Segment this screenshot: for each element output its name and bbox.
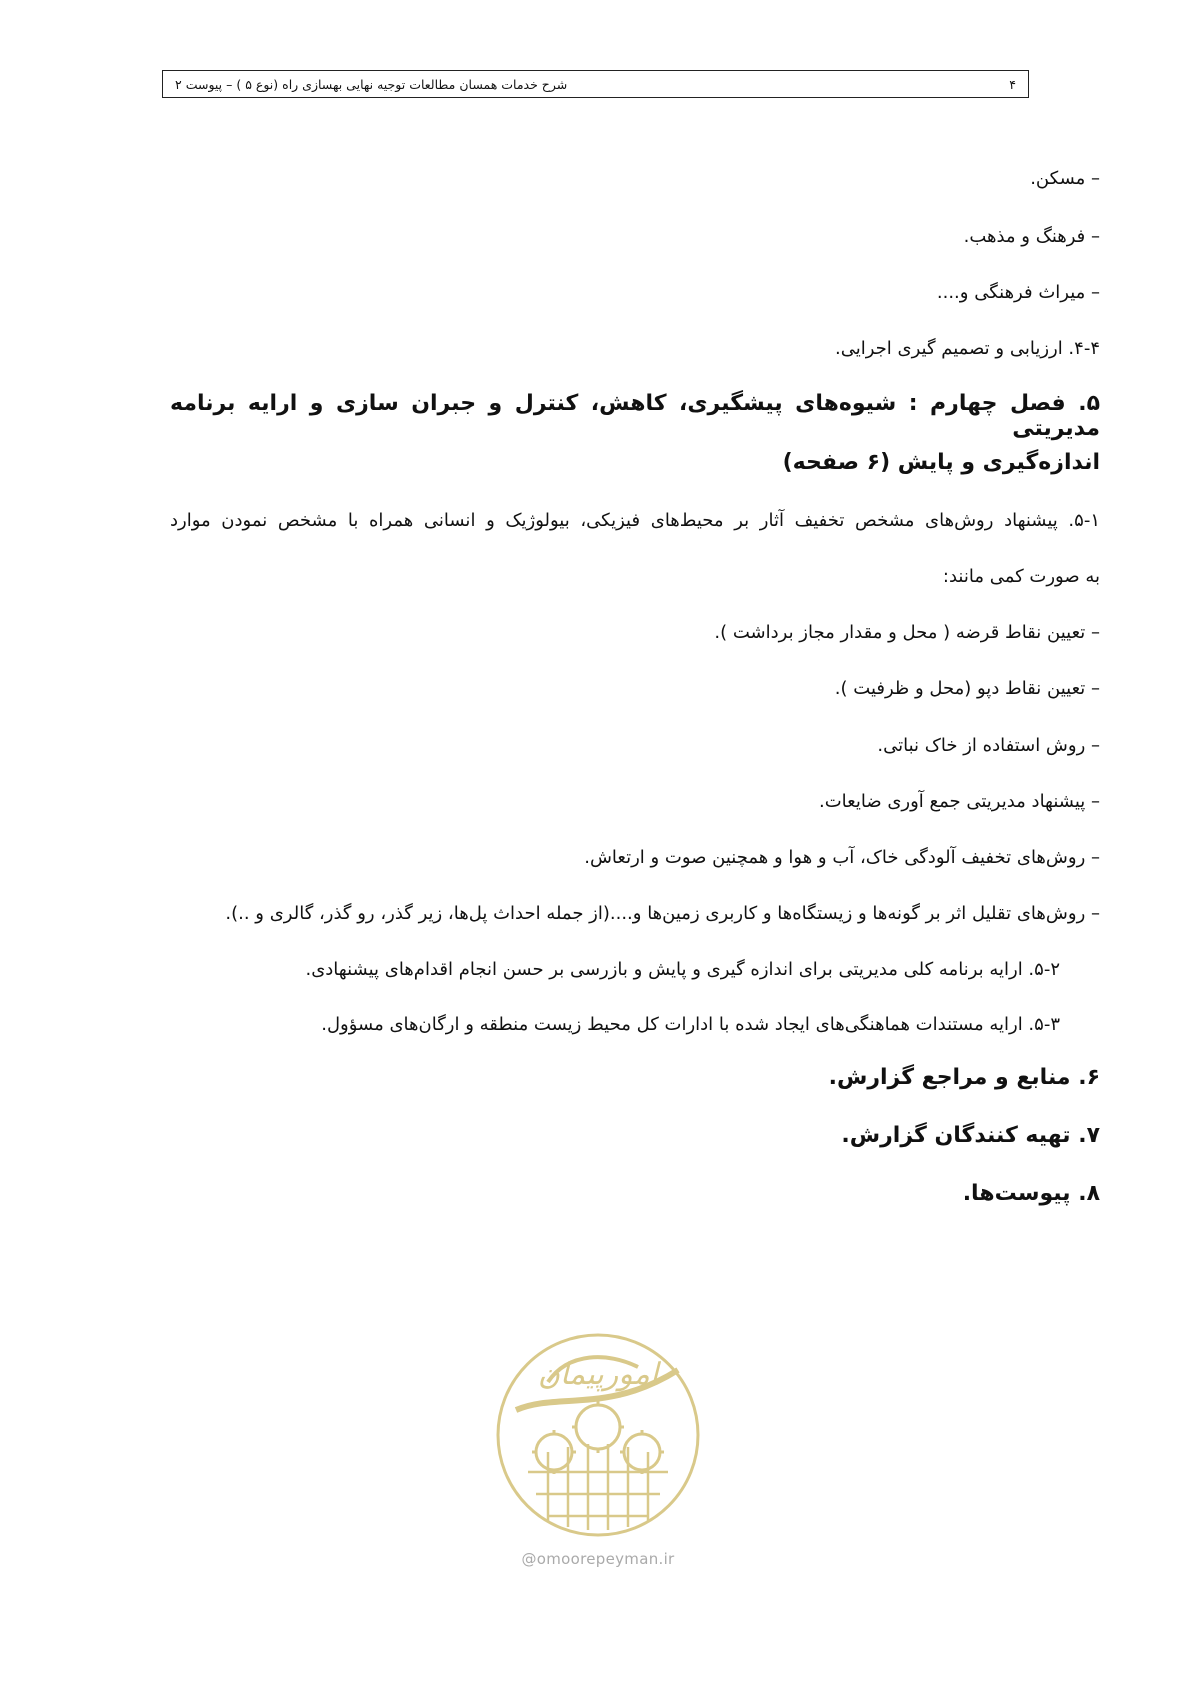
section-4-4: ۴-۴. ارزیابی و تصمیم گیری اجرایی. [834,338,1100,359]
watermark-caption: @omoorepeyman.ir [521,1550,675,1568]
bullet-aloodegi: – روش‌های تخفیف آلودگی خاک، آب و هوا و همچنین صوت و ارتعاش. [584,847,1100,868]
bullet-farhang: – فرهنگ و مذهب. [963,226,1100,247]
logo-graphic [488,1322,708,1548]
bullet-khak: – روش استفاده از خاک نباتی. [877,735,1100,756]
logo-calligraphy: امورپیمان [537,1357,659,1392]
chapter-5-heading-line2: اندازه‌گیری و پایش (۶ صفحه) [782,450,1100,475]
chapter-8-heading: ۸. پیوست‌ها. [962,1181,1100,1206]
bullet-taghlil: – روش‌های تقلیل اثر بر گونه‌ها و زیستگاه‌ها و کاربری زمین‌ها و....(از جمله احداث پل‌ها، زیر گذر، رو گذر، گالری و ..). [225,903,1100,924]
page-header [162,70,1029,98]
bullet-depo: – تعیین نقاط دپو (محل و ظرفیت ). [834,678,1100,699]
section-5-3: ۵-۳. ارایه مستندات هماهنگی‌های ایجاد شده با ادارات کل محیط زیست منطقه و ارگان‌های مسؤول. [321,1014,1060,1035]
chapter-6-heading: ۶. منابع و مراجع گزارش. [828,1065,1100,1090]
section-5-1-line1: ۵-۱. پیشنهاد روش‌های مشخص تخفیف آثار بر محیط‌های فیزیکی، بیولوژیک و انسانی همراه با مشخص نمودن موارد [170,510,1100,531]
bullet-qarze: – تعیین نقاط قرضه ( محل و مقدار مجاز برداشت ). [714,622,1100,643]
bullet-maskan: – مسکن. [1030,168,1100,189]
bullet-miras: – میراث فرهنگی و.... [936,282,1100,303]
chapter-7-heading: ۷. تهیه کنندگان گزارش. [841,1123,1100,1148]
page-number: ۴ [1009,76,1016,92]
section-5-1-line2: به صورت کمی مانند: [942,566,1100,587]
header-title: شرح خدمات همسان مطالعات توجیه نهایی بهسازی راه (نوع ۵ ) – پیوست ۲ [175,76,568,92]
bullet-zayeat: – پیشنهاد مدیریتی جمع آوری ضایعات. [818,791,1100,812]
watermark-logo [488,1322,708,1548]
chapter-5-heading-line1: ۵. فصل چهارم : شیوه‌های پیشگیری، کاهش، کنترل و جبران سازی و ارایه برنامه مدیریتی [170,391,1100,441]
section-5-2: ۵-۲. ارایه برنامه کلی مدیریتی برای اندازه گیری و پایش و بازرسی بر حسن انجام اقدام‌های پیشنهادی. [305,959,1060,980]
